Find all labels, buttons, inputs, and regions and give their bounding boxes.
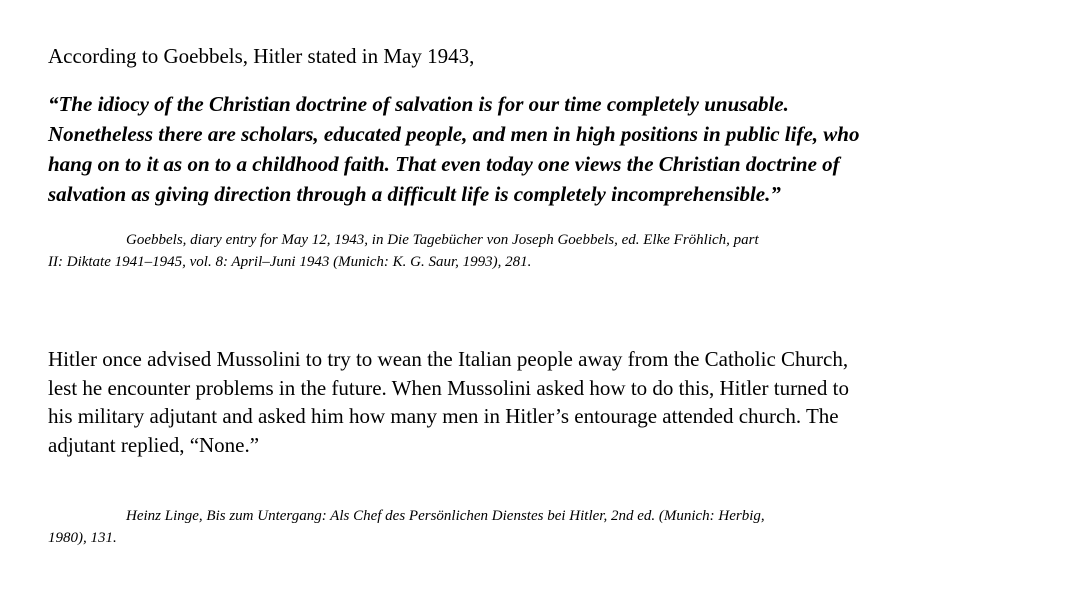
quote-line: Nonetheless there are scholars, educated people, and men in high positions in public life, who <box>48 122 860 146</box>
citation-line: II: Diktate 1941–1945, vol. 8: April–Juni 1943 (Munich: K. G. Saur, 1993), 281. <box>48 254 532 270</box>
citation-goebbels <box>48 229 1038 273</box>
mussolini-paragraph <box>48 345 1038 459</box>
hitler-quote <box>48 89 1038 209</box>
quote-line: “The idiocy of the Christian doctrine of salvation is for our time completely unusable. <box>48 92 789 116</box>
citation-line: 1980), 131. <box>48 530 117 546</box>
quote-line: salvation as giving direction through a difficult life is completely incomprehensible.” <box>48 182 781 206</box>
paragraph-line: Hitler once advised Mussolini to try to wean the Italian people away from the Catholic Church, <box>48 347 849 371</box>
paragraph-line: his military adjutant and asked him how many men in Hitler’s entourage attended church. The <box>48 404 839 428</box>
paragraph-line: lest he encounter problems in the future. When Mussolini asked how to do this, Hitler turned to <box>48 375 849 400</box>
citation-line: Heinz Linge, Bis zum Untergang: Als Chef des Persönlichen Dienstes bei Hitler, 2nd ed. (Munich: Herbig, <box>126 508 765 524</box>
paragraph-line: adjutant replied, “None.” <box>48 432 260 457</box>
quote-line: hang on to it as on to a childhood faith. That even today one views the Christian doctrine of <box>48 152 840 176</box>
intro-text: According to Goebbels, Hitler stated in May 1943, <box>48 44 475 68</box>
citation-line: Goebbels, diary entry for May 12, 1943, in Die Tagebücher von Joseph Goebbels, ed. Elke Fröhlich, part <box>126 232 759 248</box>
citation-linge <box>48 505 1038 549</box>
